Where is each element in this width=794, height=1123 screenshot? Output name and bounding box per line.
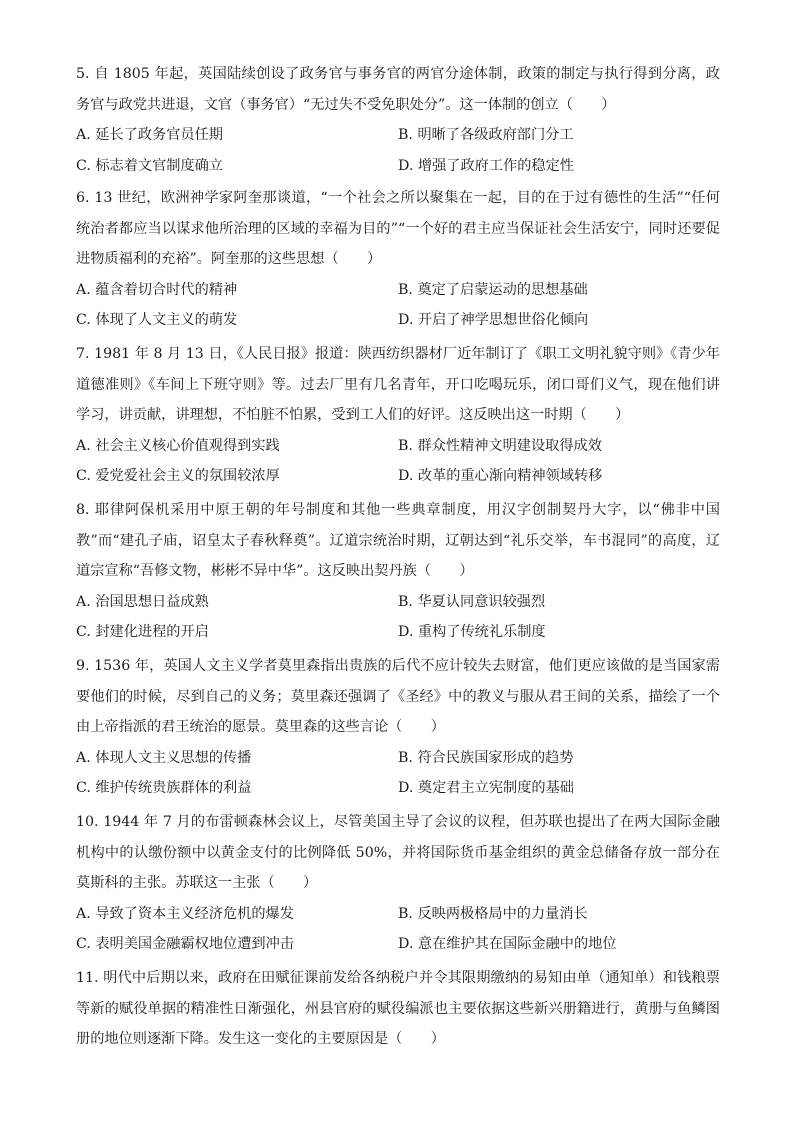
option-c[interactable]: C. 标志着文官制度确立: [76, 157, 224, 174]
options: [76, 587, 720, 648]
option-a[interactable]: A. 导致了资本主义经济危机的爆发: [76, 905, 294, 922]
options: [76, 743, 720, 804]
option-d[interactable]: D. 奠定君主立宪制度的基础: [398, 780, 574, 797]
option-c[interactable]: C. 爱党爱社会主义的氛围较浓厚: [76, 468, 280, 485]
option-c[interactable]: C. 维护传统贵族群体的利益: [76, 780, 252, 797]
question-9: [76, 651, 720, 804]
options: [76, 899, 720, 960]
question-7: [76, 339, 720, 492]
option-b[interactable]: B. 群众性精神文明建设取得成效: [398, 437, 602, 454]
question-stem: 5. 自 1805 年起，英国陆续创设了政务官与事务官的两官分途体制，政策的制定与执行得到分离，政务官与政党共进退，文官（事务官）“无过失不受免职处分”。这一体制的创立（ ）: [76, 66, 720, 113]
question-10: [76, 807, 720, 960]
option-d[interactable]: D. 开启了神学思想世俗化倾向: [398, 312, 589, 329]
question-stem: 8. 耶律阿保机采用中原王朝的年号制度和其他一些典章制度，用汉字创制契丹大字，以“佛非中国教”而“建孔子庙，诏皇太子春秋释奠”。辽道宗统治时期，辽朝达到“礼乐交举，车书混同”的高度，辽道宗宣称“吾修文物，彬彬不异中华”。这反映出契丹族（ ）: [76, 502, 720, 580]
option-b[interactable]: B. 反映两极格局中的力量消长: [398, 905, 588, 922]
option-c[interactable]: C. 封建化进程的开启: [76, 624, 209, 641]
option-d[interactable]: D. 改革的重心渐向精神领域转移: [398, 468, 603, 485]
option-a[interactable]: A. 蕴含着切合时代的精神: [76, 281, 238, 298]
question-6: [76, 183, 720, 336]
question-8: [76, 495, 720, 648]
option-b[interactable]: B. 明晰了各级政府部门分工: [398, 127, 574, 144]
option-d[interactable]: D. 重构了传统礼乐制度: [398, 624, 546, 641]
options: [76, 431, 720, 492]
option-b[interactable]: B. 奠定了启蒙运动的思想基础: [398, 281, 588, 298]
question-11: [76, 963, 720, 1055]
option-d[interactable]: D. 意在维护其在国际金融中的地位: [398, 936, 617, 953]
option-a[interactable]: A. 体现人文主义思想的传播: [76, 749, 252, 766]
question-stem: 9. 1536 年，英国人文主义学者莫里森指出贵族的后代不应计较失去财富，他们更应该做的是当国家需要他们的时候，尽到自己的义务；莫里森还强调了《圣经》中的教义与服从君王间的关系，描绘了一个由上帝指派的君王统治的愿景。莫里森的这些言论（ ）: [76, 658, 720, 736]
option-a[interactable]: A. 社会主义核心价值观得到实践: [76, 437, 280, 454]
question-stem: 7. 1981 年 8 月 13 日，《人民日报》报道：陕西纺织器材厂近年制订了《职工文明礼貌守则》《青少年道德准则》《车间上下班守则》等。过去厂里有几名青年，开口吃喝玩乐，闭口哥们义气，现在他们讲学习，讲贡献，讲理想，不怕脏不怕累，受到工人们的好评。这反映出这一时期（ ）: [76, 346, 720, 424]
question-stem: 6. 13 世纪，欧洲神学家阿奎那谈道，“一个社会之所以聚集在一起，目的在于过有德性的生活”“任何统治者都应当以谋求他所治理的区域的幸福为目的”“一个好的君主应当保证社会生活安宁，同时还要促进物质福利的充裕”。阿奎那的这些思想（ ）: [76, 190, 720, 268]
question-5: [76, 59, 720, 181]
option-b[interactable]: B. 符合民族国家形成的趋势: [398, 749, 574, 766]
option-d[interactable]: D. 增强了政府工作的稳定性: [398, 157, 574, 174]
question-stem: 11. 明代中后期以来，政府在田赋征课前发给各纳税户并令其限期缴纳的易知由单（通知单）和钱粮票等新的赋役单据的精准性日渐强化，州县官府的赋役编派也主要依据这些新兴册籍进行，黄册与鱼鳞图册的地位则逐渐下降。发生这一变化的主要原因是（ ）: [76, 970, 720, 1048]
options: [76, 275, 720, 336]
option-b[interactable]: B. 华夏认同意识较强烈: [398, 593, 546, 610]
question-stem: 10. 1944 年 7 月的布雷顿森林会议上，尽管美国主导了会议的议程，但苏联也提出了在两大国际金融机构中的认缴份额中以黄金支付的比例降低 50%，并将国际货币基金组织的黄金总储备存放一部分在莫斯科的主张。苏联这一主张（ ）: [76, 814, 720, 892]
option-c[interactable]: C. 体现了人文主义的萌发: [76, 312, 238, 329]
option-c[interactable]: C. 表明美国金融霸权地位遭到冲击: [76, 936, 294, 953]
option-a[interactable]: A. 延长了政务官员任期: [76, 127, 223, 144]
option-a[interactable]: A. 治国思想日益成熟: [76, 593, 209, 610]
options: [76, 120, 720, 181]
